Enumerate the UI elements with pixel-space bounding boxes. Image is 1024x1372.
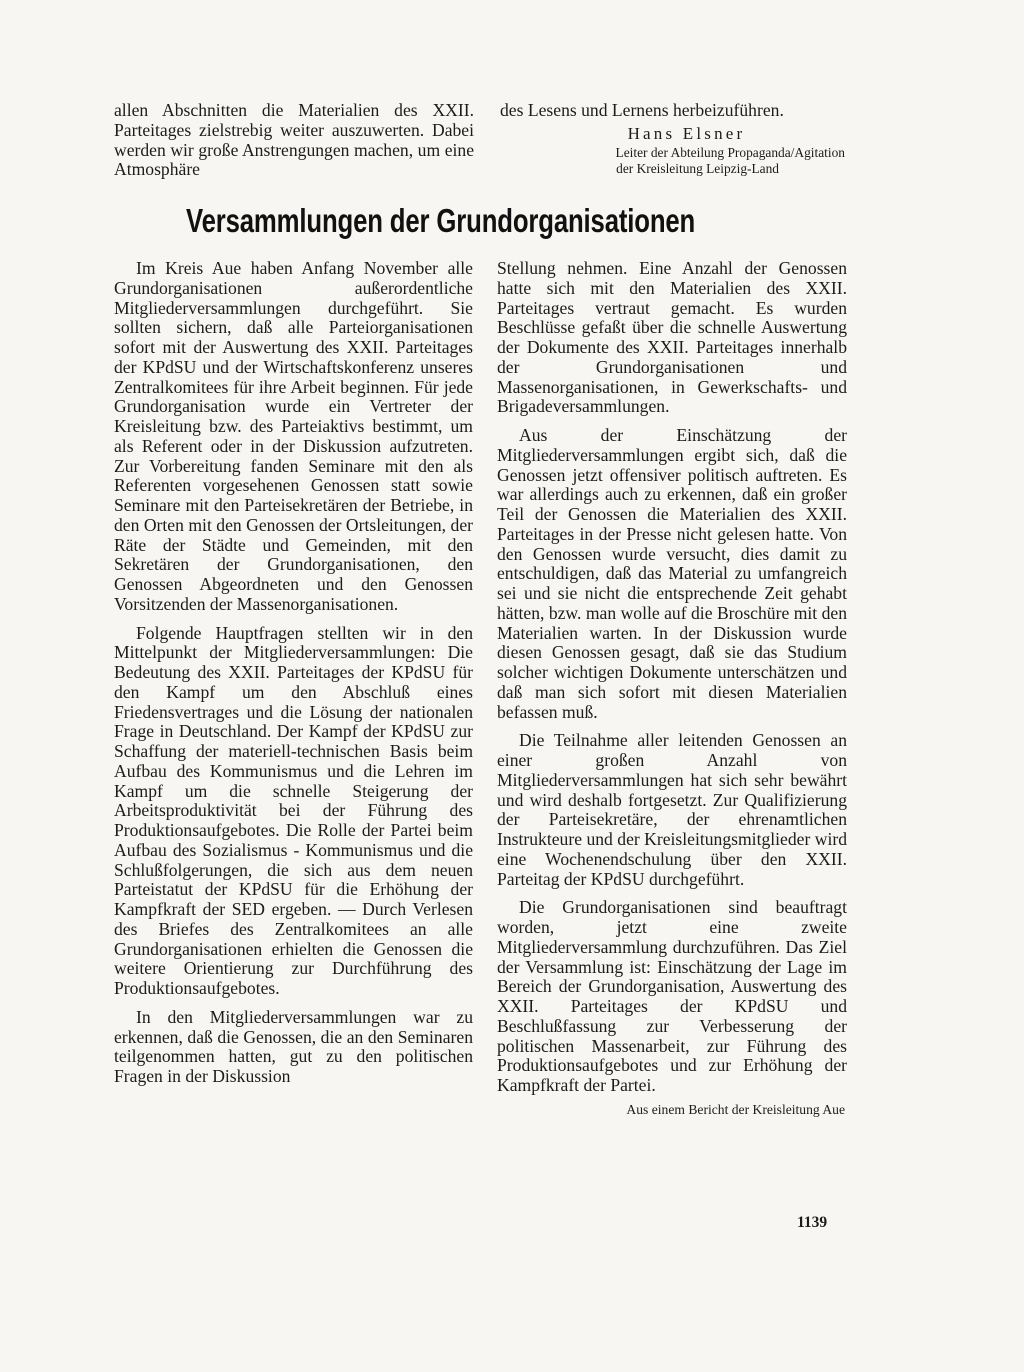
article-paragraph: Die Grundorganisationen sind beauftragt worden, jetzt eine zweite Mitgliederversammlung durchzuführen. Das Ziel der Versammlung ist: Einschätzung der Lage im Bereich der Grundorganisation, Auswertung des XXII. Parteitages der KPdSU und Beschlußfassung zur Verbesserung der politischen Massenarbeit, zur Führung des Produktionsaufgebotes und zur Erhöhung der Kampfkraft der Partei. <box>497 897 847 1095</box>
article-paragraph: Stellung nehmen. Eine Anzahl der Genossen hatte sich mit den Materialien des XXII. Parteitages vertraut gemacht. Es wurden Beschlüsse gefaßt über die schnelle Auswertung der Dokumente des XXII. Parteitages innerhalb der Grundorganisationen und Massenorganisationen, in Gewerkschafts- und Brigadeversammlungen. <box>497 258 847 417</box>
article-headline: Versammlungen der Grundorganisationen <box>186 202 696 239</box>
page-number: 1139 <box>797 1214 828 1231</box>
author-role-line-1: Leiter der Abteilung Propaganda/Agitation <box>615 144 845 160</box>
previous-article-paragraph: allen Abschnitten die Materialien des XXII. Parteitages zielstrebig weiter auszuwerten. Dabei werden wir große Anstrengungen machen, um eine Atmosphäre <box>114 100 474 180</box>
article-source: Aus einem Bericht der Kreisleitung Aue <box>626 1101 845 1117</box>
author-role <box>500 145 845 177</box>
article-paragraph: In den Mitgliederversammlungen war zu erkennen, daß die Genossen, die an den Seminaren teilgenommen hatten, gut zu den politischen Fragen in der Diskussion <box>114 1006 473 1086</box>
article-paragraph: Die Teilnahme aller leitenden Genossen an einer großen Anzahl von Mitgliederversammlungen hat sich sehr bewährt und wird deshalb fortgesetzt. Zur Qualifizierung der Parteisekretäre, der ehrenamtlichen Instrukteure und der Kreisleitungsmitglieder wird eine Wochenendschulung über den XXII. Parteitag der KPdSU durchgeführt. <box>497 730 847 889</box>
previous-article-tail-right <box>500 101 845 177</box>
previous-article-tail-left <box>114 101 474 180</box>
article-paragraph: Im Kreis Aue haben Anfang November alle Grundorganisationen außerordentliche Mitgliederversammlungen durchgeführt. Sie sollten sichern, daß alle Parteiorganisationen sofort mit der Auswertung des XXII. Parteitages der KPdSU und der Wirtschaftskonferenz unseres Zentralkomitees für ihre Arbeit beginnen. Für jede Grundorganisation wurde ein Vertreter der Kreisleitung bzw. des Parteiaktivs bestimmt, um als Referent oder in der Diskussion aufzutreten. Zur Vorbereitung fanden Seminare mit den als Referenten vorgesehenen Genossen statt sowie Seminare mit den Parteisekretären der Betriebe, in den Orten mit den Genossen der Ortsleitungen, der Räte der Städte und Gemeinden, mit den Sekretären der Grundorganisationen, den Genossen Abgeordneten und den Genossen Vorsitzenden der Massenorganisationen. <box>114 258 473 614</box>
previous-article-closing: des Lesens und Lernens herbeizuführen. <box>500 100 784 120</box>
author-name: Hans Elsner <box>627 123 746 143</box>
article-paragraph: Folgende Hauptfragen stellten wir in den Mittelpunkt der Mitgliederversammlungen: Die Bedeutung des XXII. Parteitages der KPdSU für den Kampf um den Abschluß eines Friedensvertrages und die Lösung der nationalen Frage in Deutschland. Der Kampf der KPdSU zur Schaffung der materiell-technischen Basis beim Aufbau des Kommunismus und die Lehren im Kampf um die schnelle Steigerung der Arbeitsproduktivität bei der Führung des Produktionsaufgebotes. Die Rolle der Partei beim Aufbau des Sozialismus - Kommunismus und die Schlußfolgerungen, die sich aus dem neuen Parteistatut der KPdSU für die Erhöhung der Kampfkraft der SED ergeben. — Durch Verlesen des Briefes des Zentralkomitees an alle Grundorganisationen erhielten die Genossen die weitere Orientierung zur Durchführung des Produktionsaufgebotes. <box>114 622 473 998</box>
article-column-left <box>114 259 473 1087</box>
author-role-line-2: der Kreisleitung Leipzig-Land <box>616 160 779 176</box>
article-column-right <box>497 259 847 1119</box>
article-paragraph: Aus der Einschätzung der Mitgliederversammlungen ergibt sich, daß die Genossen jetzt offensiver politisch auftreten. Es war allerdings auch zu erkennen, daß ein großer Teil der Genossen die Materialien des XXII. Parteitages in der Presse nicht gelesen hatte. Von den Genossen wurde versucht, dies damit zu entschuldigen, daß das Material zu umfangreich sei und sie nicht die entsprechende Zeit gehabt hätten, bzw. man wolle auf die Broschüre mit den Materialien warten. In der Diskussion wurde diesen Genossen gesagt, daß sie das Studium solcher wichtigen Dokumente unterschätzen und daß man sich sofort mit diesen Materialien befassen muß. <box>497 425 847 722</box>
